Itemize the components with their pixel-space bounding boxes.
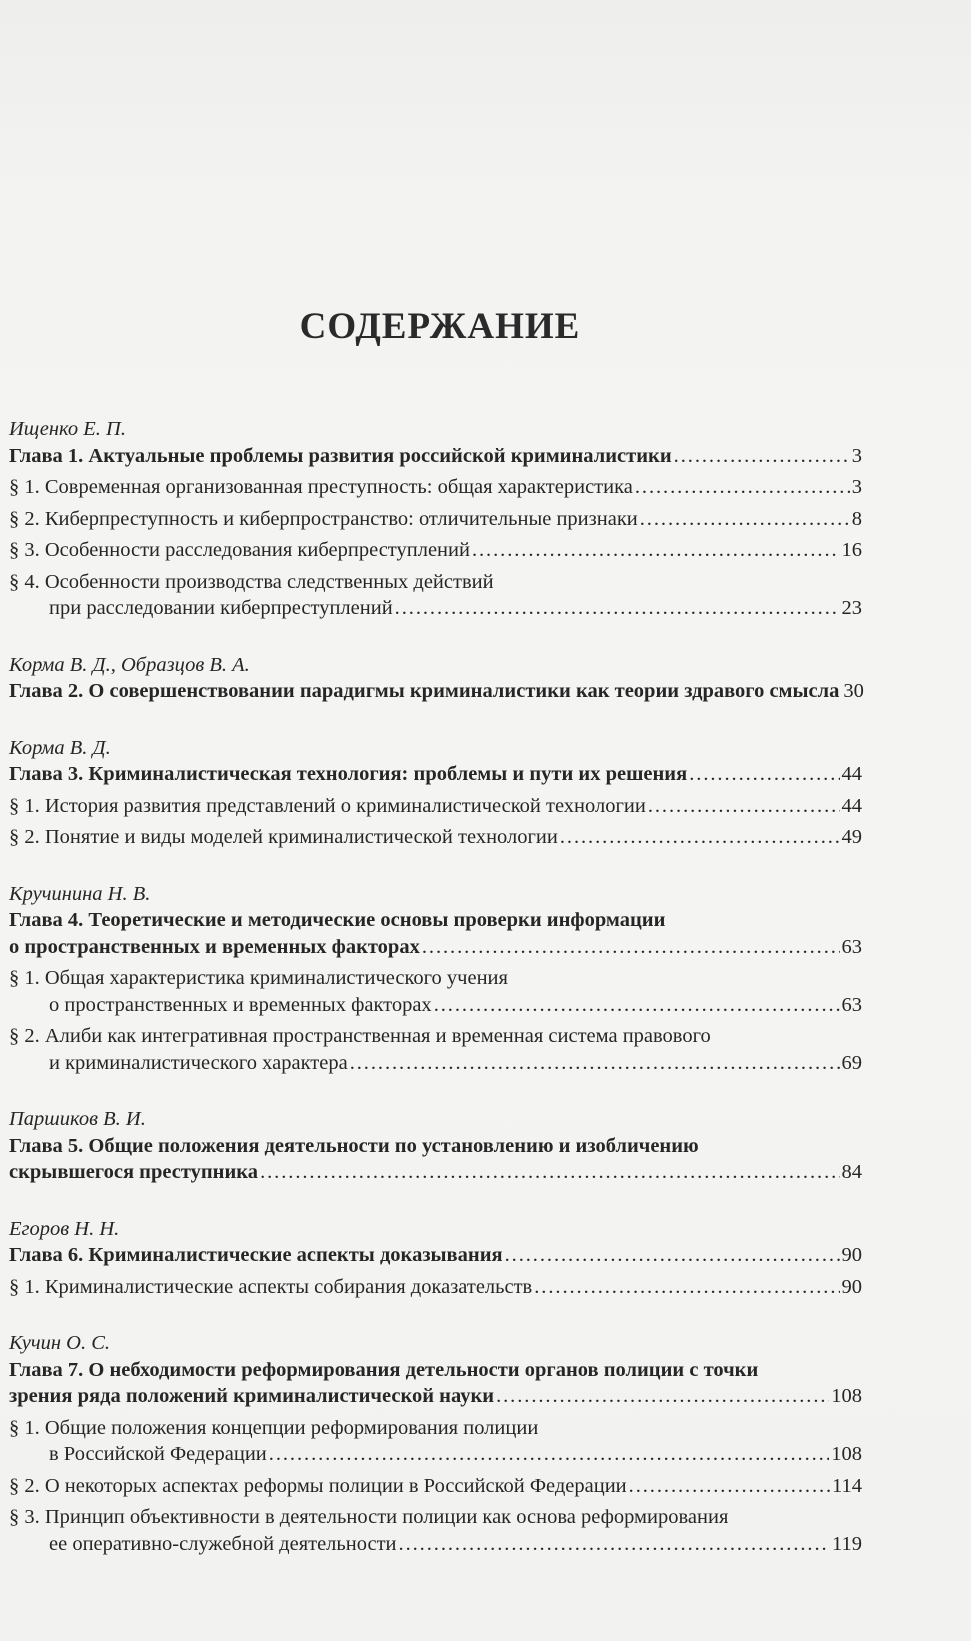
entry-text-line: § 3. Принцип объективности в деятельности полиции как основа реформирования [9,1506,729,1528]
chapter-entry [9,1357,862,1410]
entry-text-line: Глава 5. Общие положения деятельности по установлению и изобличению [9,1134,699,1157]
dot-leader [422,934,840,961]
chapter-entry [9,678,862,705]
entry-title: § 2. Киберпреступность и киберпространство: отличительные признаки [9,507,638,530]
entry-title: Глава 3. Криминалистическая технология: проблемы и пути их решения [9,763,688,785]
paragraph-entry [9,537,862,564]
page-number: 108 [831,1443,862,1465]
dot-leader [505,1242,840,1269]
page-title: СОДЕРЖАНИЕ [299,306,581,347]
entry-leader-line [9,595,862,622]
entry-title: § 1. История развития представлений о криминалистической технологии [9,794,646,817]
paragraph-entry [9,474,862,501]
author-name: Кручинина Н. В. [9,882,151,905]
chapter-entry [9,907,862,960]
entry-leader-line [9,1441,862,1468]
table-of-contents [9,416,862,1587]
toc-section [9,881,862,1077]
page-number: 84 [841,1161,862,1183]
page-number: 90 [841,1275,862,1298]
entry-title: Глава 1. Актуальные проблемы развития российской криминалистики [9,444,672,467]
entry-title: Глава 6. Криминалистические аспекты доказывания [9,1244,503,1266]
dot-leader [560,824,840,851]
page-number: 16 [841,539,862,561]
page-number: 108 [831,1385,862,1407]
paragraph-entry [9,569,862,622]
entry-title: § 2. Понятие и виды моделей криминалистической технологии [9,826,558,848]
chapter-entry [9,1242,862,1269]
paragraph-entry [9,1274,862,1301]
page-number: 49 [841,826,862,848]
page-number: 44 [841,794,862,817]
entry-leader-line [9,1473,862,1500]
page-number: 90 [841,1244,862,1266]
toc-section [9,652,862,705]
entry-leader-line [9,537,862,564]
dot-leader [496,1383,829,1410]
entry-leader-line [9,761,862,788]
paragraph-entry [9,1504,862,1557]
entry-text-line: § 1. Общие положения концепции реформирования полиции [9,1416,539,1439]
page-number: 44 [841,763,862,785]
dot-leader [648,793,840,820]
chapter-entry [9,443,862,470]
entry-leader-line [9,506,862,533]
page-number: 23 [841,597,862,619]
entry-title: о пространственных и временных факторах [9,935,420,958]
dot-leader [629,1473,830,1500]
entry-text-line: Глава 7. О небходимости реформирования детельности органов полиции с точки [9,1358,759,1381]
paragraph-entry [9,506,862,533]
dot-leader [269,1441,829,1468]
entry-title: § 2. О некоторых аспектах реформы полиции в Российской Федерации [9,1474,627,1497]
author-name: Егоров Н. Н. [9,1217,120,1240]
entry-leader-line [9,1274,862,1301]
entry-leader-line [9,992,862,1019]
entry-leader-line [9,474,862,501]
entry-leader-line [9,1531,862,1558]
entry-text-line: § 4. Особенности производства следственных действий [9,570,494,593]
paragraph-entry [9,1473,862,1500]
toc-section [9,1106,862,1186]
entry-text-line: Глава 4. Теоретические и методические основы проверки информации [9,909,666,931]
toc-section [9,1216,862,1301]
entry-title: и криминалистического характера [49,1051,348,1074]
page-number: 8 [851,507,862,530]
entry-title: § 1. Криминалистические аспекты собирания доказательств [9,1275,533,1298]
entry-title: в Российской Федерации [49,1443,267,1465]
entry-leader-line [9,793,862,820]
page-number: 69 [841,1051,862,1074]
entry-leader-line [9,1050,862,1077]
toc-section [9,735,862,851]
entry-leader-line [9,824,862,851]
entry-leader-line [9,443,862,470]
paragraph-entry [9,793,862,820]
entry-text-line: § 2. Алиби как интегративная пространственная и временная система правового [9,1025,711,1047]
entry-leader-line [9,934,862,961]
toc-section [9,416,862,622]
dot-leader [472,537,840,564]
dot-leader [534,1274,839,1301]
author-name: Корма В. Д. [9,736,111,759]
entry-title: зрения ряда положений криминалистической науки [9,1385,495,1407]
page-number: 63 [841,935,862,958]
paragraph-entry [9,1023,862,1076]
dot-leader [674,443,850,470]
dot-leader [689,761,839,788]
entry-title: Глава 2. О совершенствовании парадигмы криминалистики как теории здравого смысла [9,680,840,702]
entry-leader-line [9,1383,862,1410]
page-number: 63 [841,993,862,1016]
page-number: 30 [843,680,864,702]
page-number: 114 [832,1474,862,1497]
entry-title: § 3. Особенности расследования киберпреступлений [9,539,470,561]
page-number: 119 [832,1532,862,1555]
paragraph-entry [9,1415,862,1468]
paragraph-entry [9,965,862,1018]
author-name: Корма В. Д., Образцов В. А. [9,653,250,676]
entry-leader-line [9,1159,862,1186]
entry-leader-line [9,1242,862,1269]
dot-leader [395,595,840,622]
dot-leader [640,506,850,533]
page-number: 3 [851,476,862,498]
entry-title: скрывшегося преступника [9,1161,259,1183]
toc-section [9,1330,862,1557]
dot-leader [635,474,850,501]
chapter-entry [9,761,862,788]
author-name: Ищенко Е. П. [9,418,126,440]
entry-text-line: § 1. Общая характеристика криминалистического учения [9,967,508,989]
dot-leader [260,1159,839,1186]
chapter-entry [9,1133,862,1186]
dot-leader [434,992,840,1019]
entry-title: о пространственных и временных факторах [49,993,432,1016]
dot-leader [399,1531,830,1558]
paragraph-entry [9,824,862,851]
entry-title: при расследовании киберпреступлений [49,597,393,619]
entry-title: § 1. Современная организованная преступность: общая характеристика [9,476,633,498]
author-name: Кучин О. С. [9,1332,111,1354]
author-name: Паршиков В. И. [9,1108,146,1130]
entry-leader-line [9,678,862,705]
page-number: 3 [851,444,862,467]
entry-title: ее оперативно-служебной деятельности [49,1532,397,1555]
dot-leader [350,1050,840,1077]
